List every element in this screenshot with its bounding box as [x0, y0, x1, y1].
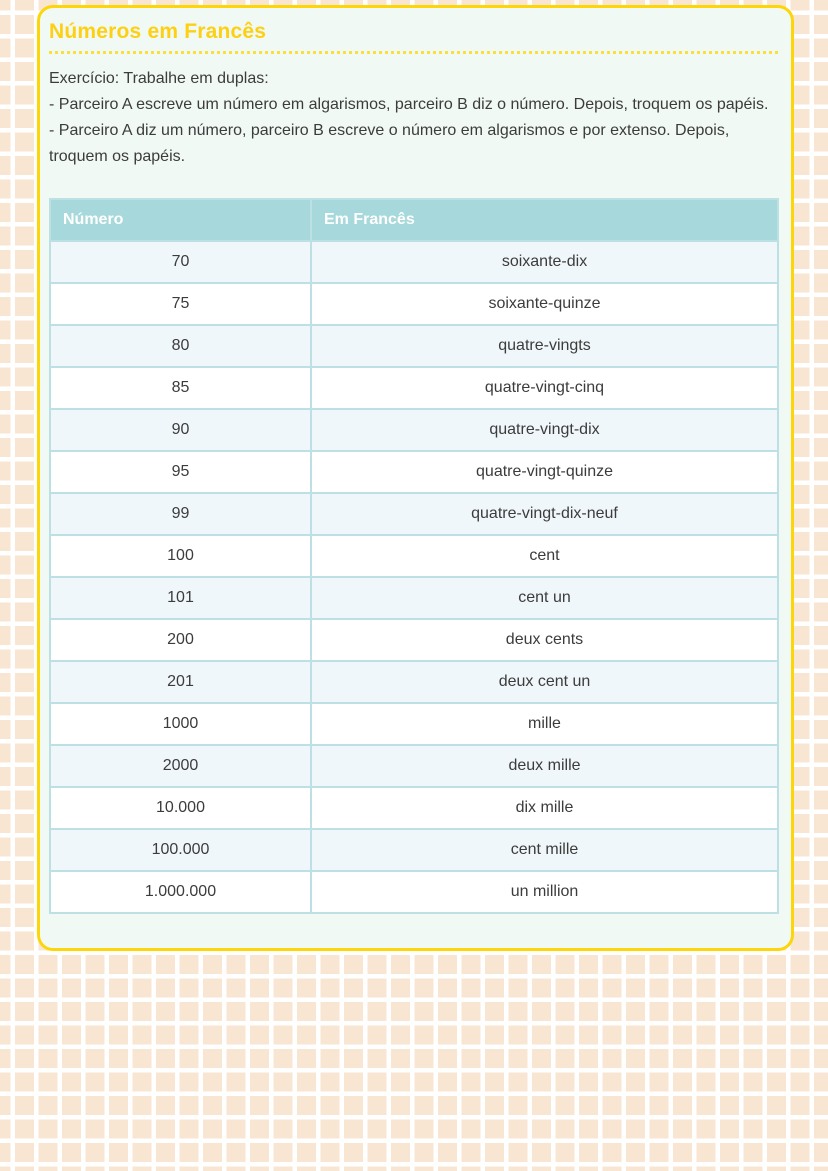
table-row [50, 787, 778, 829]
number-cell: 200 [50, 619, 311, 661]
number-cell: 95 [50, 451, 311, 493]
table-row [50, 493, 778, 535]
number-cell: 80 [50, 325, 311, 367]
french-cell: cent mille [311, 829, 778, 871]
number-cell: 100 [50, 535, 311, 577]
table-row [50, 871, 778, 913]
table-row [50, 829, 778, 871]
dotted-divider [49, 51, 779, 54]
table-row [50, 703, 778, 745]
exercise-bullet-1: - Parceiro A escreve um número em algarismos, parceiro B diz o número. Depois, troquem os papéis. [49, 96, 769, 113]
number-cell: 10.000 [50, 787, 311, 829]
number-cell: 70 [50, 241, 311, 283]
table-row [50, 409, 778, 451]
french-cell: mille [311, 703, 778, 745]
table-row [50, 451, 778, 493]
french-cell: quatre-vingt-dix [311, 409, 778, 451]
french-cell: soixante-quinze [311, 283, 778, 325]
table-row [50, 535, 778, 577]
numbers-table [49, 198, 779, 914]
number-cell: 75 [50, 283, 311, 325]
number-cell: 85 [50, 367, 311, 409]
table-row [50, 661, 778, 703]
french-cell: quatre-vingt-quinze [311, 451, 778, 493]
page-title: Números em Francês [49, 20, 267, 43]
table-header-row [50, 199, 778, 241]
french-cell: soixante-dix [311, 241, 778, 283]
number-cell: 100.000 [50, 829, 311, 871]
exercise-intro-line: Exercício: Trabalhe em duplas: [49, 70, 269, 87]
number-cell: 101 [50, 577, 311, 619]
number-cell: 201 [50, 661, 311, 703]
table-row [50, 367, 778, 409]
table-row [50, 283, 778, 325]
french-cell: deux mille [311, 745, 778, 787]
french-cell: dix mille [311, 787, 778, 829]
number-cell: 2000 [50, 745, 311, 787]
header-numero: Número [50, 199, 311, 241]
number-cell: 1000 [50, 703, 311, 745]
number-cell: 90 [50, 409, 311, 451]
french-cell: deux cents [311, 619, 778, 661]
number-cell: 1.000.000 [50, 871, 311, 913]
french-cell: cent [311, 535, 778, 577]
worksheet-card [37, 5, 794, 951]
french-cell: cent un [311, 577, 778, 619]
exercise-instructions [49, 66, 779, 170]
table-row [50, 745, 778, 787]
french-cell: quatre-vingt-cinq [311, 367, 778, 409]
french-cell: deux cent un [311, 661, 778, 703]
header-em-frances: Em Francês [311, 199, 778, 241]
table-row [50, 325, 778, 367]
table-row [50, 577, 778, 619]
exercise-bullet-2: - Parceiro A diz um número, parceiro B escreve o número em algarismos e por extenso. Depois, troquem os papéis. [49, 122, 730, 165]
french-cell: quatre-vingts [311, 325, 778, 367]
table-row [50, 241, 778, 283]
french-cell: un million [311, 871, 778, 913]
french-cell: quatre-vingt-dix-neuf [311, 493, 778, 535]
table-row [50, 619, 778, 661]
number-cell: 99 [50, 493, 311, 535]
